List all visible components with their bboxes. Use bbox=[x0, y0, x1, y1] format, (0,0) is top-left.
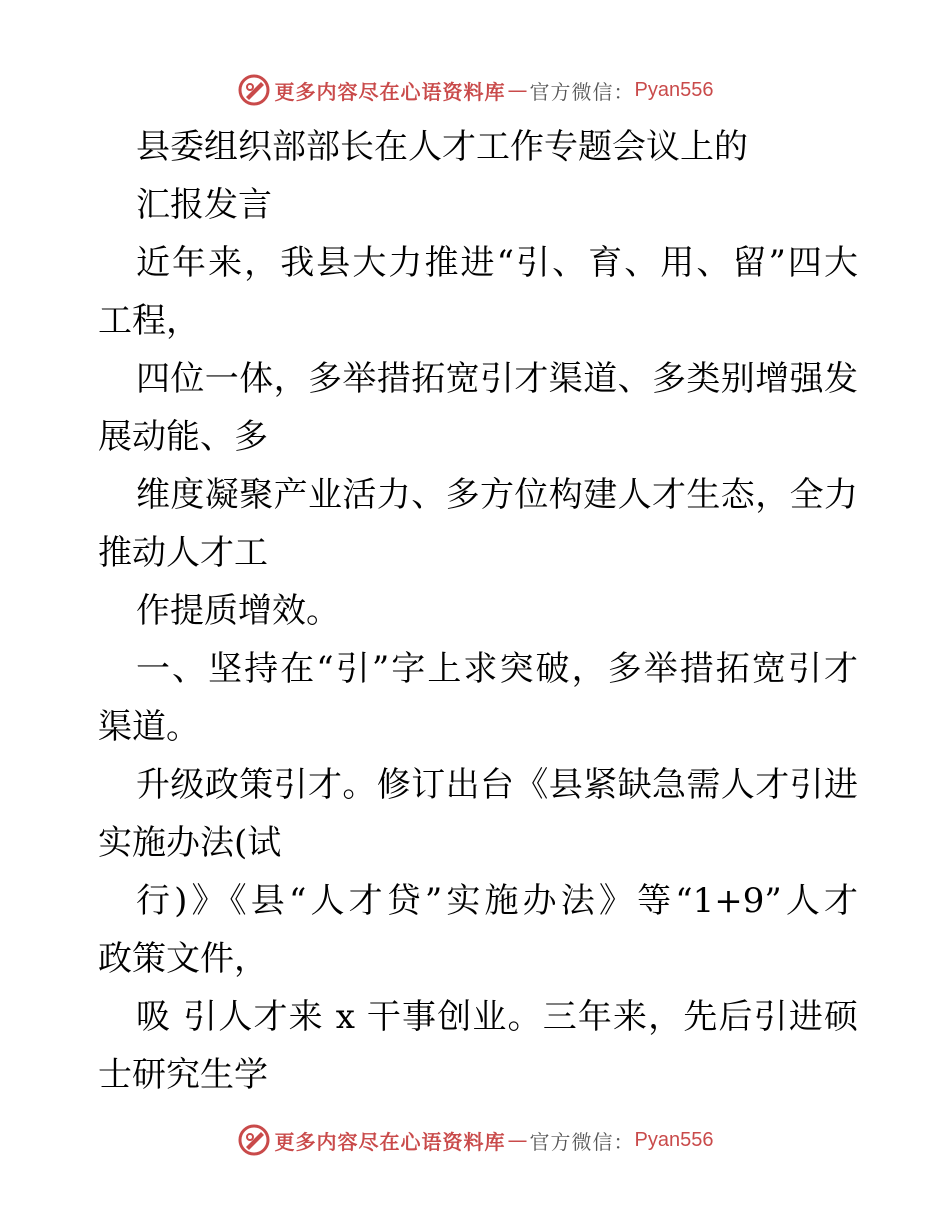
paragraph-line: 实施办法(试 bbox=[98, 823, 282, 863]
paragraph-line: 作提质增效。 bbox=[136, 591, 340, 631]
watermark-site: 更多内容尽在心语资料库 bbox=[274, 79, 506, 104]
watermark-account: Pyan556 bbox=[634, 78, 714, 101]
paragraph-line: 行)》《县“人才贷”实施办法》等“1+9”人才 bbox=[136, 881, 858, 921]
title-line-2: 汇报发言 bbox=[136, 185, 272, 225]
paragraph-line: 展动能、多 bbox=[98, 417, 268, 457]
section-heading-line: 渠道。 bbox=[98, 707, 200, 747]
document-body bbox=[98, 118, 858, 1104]
watermark-label: 官方微信： bbox=[529, 1129, 635, 1154]
paragraph-line: 吸 引人才来 x 干事创业。三年来，先后引进硕 bbox=[136, 997, 858, 1037]
watermark-footer bbox=[0, 1120, 950, 1160]
logo-icon bbox=[237, 1123, 271, 1157]
paragraph-line: 工程， bbox=[98, 301, 200, 341]
logo-icon bbox=[237, 73, 271, 107]
watermark-site: 更多内容尽在心语资料库 bbox=[274, 1129, 506, 1154]
watermark-separator: — bbox=[507, 78, 528, 102]
watermark-account: Pyan556 bbox=[634, 1128, 714, 1151]
watermark-separator: — bbox=[507, 1128, 528, 1152]
watermark-label: 官方微信： bbox=[529, 79, 635, 104]
paragraph-line: 士研究生学 bbox=[98, 1055, 268, 1095]
paragraph-line: 四位一体，多举措拓宽引才渠道、多类别增强发 bbox=[136, 359, 858, 399]
paragraph-line: 维度凝聚产业活力、多方位构建人才生态，全力 bbox=[136, 475, 858, 515]
title-line-1: 县委组织部部长在人才工作专题会议上的 bbox=[136, 127, 748, 167]
paragraph-line: 推动人才工 bbox=[98, 533, 268, 573]
paragraph-line: 近年来，我县大力推进“引、育、用、留”四大 bbox=[136, 243, 858, 283]
paragraph-line: 政策文件， bbox=[98, 939, 268, 979]
section-heading-line: 一、坚持在“引”字上求突破，多举措拓宽引才 bbox=[136, 649, 858, 689]
paragraph-line: 升级政策引才。修订出台《县紧缺急需人才引进 bbox=[136, 765, 858, 805]
watermark-header bbox=[0, 70, 950, 110]
